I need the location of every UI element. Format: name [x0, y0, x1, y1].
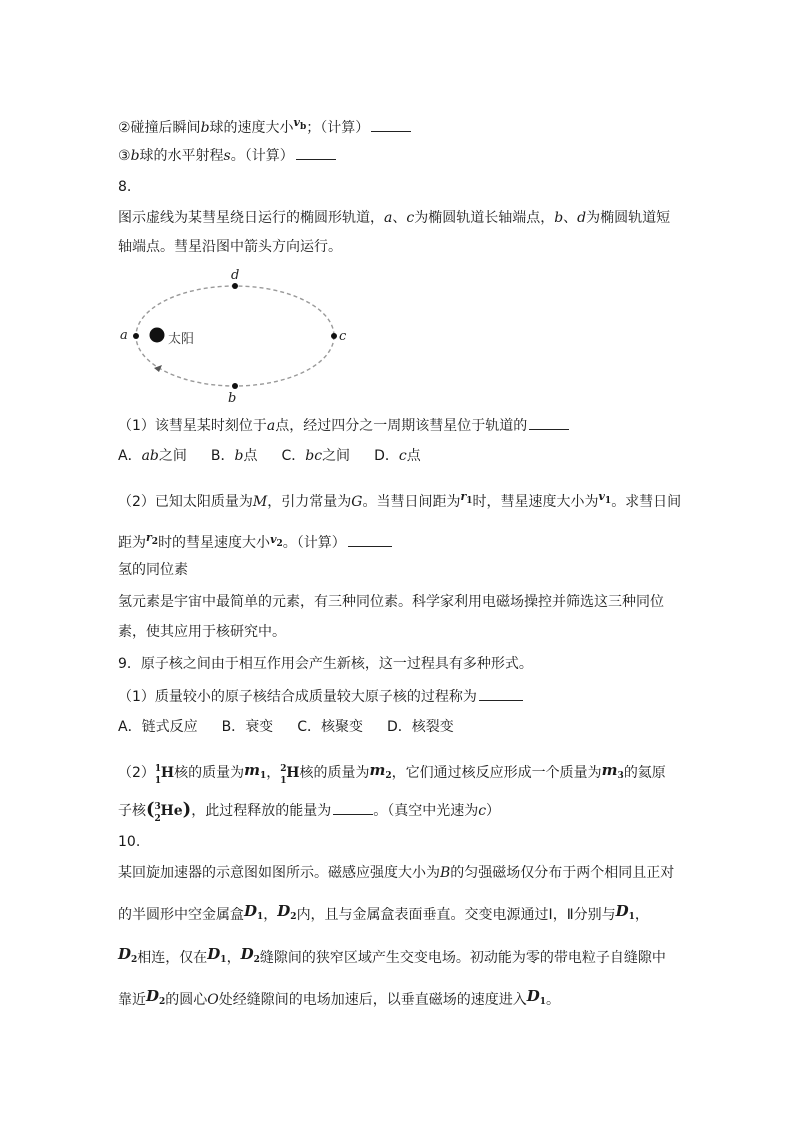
q10-line3: $D_2$相连，仅在$D_1$，$D_2$缝隙间的狭窄区域产生交变电场。初动能为零的带电粒子自缝隙中 [118, 945, 666, 966]
point-c [331, 333, 337, 339]
nuclide-he3: 3 2 He [154, 802, 183, 824]
orbit-ellipse [136, 286, 334, 386]
nuclide-h1: 1 1 H [154, 764, 175, 786]
option-b[interactable]: B．b点 [210, 448, 258, 464]
q7-part3: ③b球的水平射程s。（计算） [118, 145, 336, 166]
answer-blank[interactable] [529, 415, 569, 430]
answer-blank[interactable] [348, 532, 392, 547]
q8-stem-line1: 图示虚线为某彗星绕日运行的椭圆形轨道，a、c为椭圆轨道长轴端点，b、d为椭圆轨道短 [118, 210, 671, 226]
option-d[interactable]: D．核裂变 [386, 719, 454, 735]
q10-line4: 靠近$D_2$的圆心O处经缝隙间的电场加速后，以垂直磁场的速度进入$D_1$。 [118, 987, 561, 1008]
label-sun: 太阳 [168, 332, 195, 347]
option-b[interactable]: B．衰变 [221, 719, 274, 735]
label-d: d [231, 268, 240, 283]
point-a [133, 333, 139, 339]
answer-blank[interactable] [333, 800, 373, 815]
q9-sub1: （1）质量较小的原子核结合成质量较大原子核的过程称为 [118, 686, 523, 707]
q10-line1: 某回旋加速器的示意图如图所示。磁感应强度大小为B的匀强磁场仅分布于两个相同且正对 [118, 865, 675, 881]
q8-sub2-line1: （2）已知太阳质量为M，引力常量为G。当彗日间距为$^{r_1}$时，彗星速度大小为$^{v_1}$。求彗日间 [118, 490, 682, 510]
sun-icon [150, 328, 165, 343]
q8-sub1-options [118, 446, 445, 466]
q9-sub1-options [118, 717, 478, 737]
answer-blank[interactable] [479, 686, 523, 701]
q7-part2: ②碰撞后瞬间b球的速度大小$^{v_b}$；（计算） [118, 113, 411, 138]
label-c: c [339, 329, 347, 344]
label-a: a [120, 328, 128, 343]
q9-stem: 9．原子核之间由于相互作用会产生新核，这一过程具有多种形式。 [118, 656, 533, 672]
orbit-diagram [118, 268, 358, 408]
section-para-line1: 氢元素是宇宙中最简单的元素，有三种同位素。科学家利用电磁场操控并筛选这三种同位 [118, 594, 664, 610]
answer-blank[interactable] [296, 145, 336, 160]
q10-number: 10. [118, 834, 141, 850]
answer-blank[interactable] [371, 117, 411, 132]
q10-line2: 的半圆形中空金属盒$D_1$，$D_2$内，且与金属盒表面垂直。交变电源通过Ⅰ，Ⅱ分别与$D_1$， [118, 902, 649, 923]
option-a[interactable]: A．链式反应 [118, 719, 198, 735]
q9-sub2-line2: 子核( 3 2 He)，此过程释放的能量为 。（真空中光速为c） [118, 799, 501, 824]
section-para-line2: 素，使其应用于核研究中。 [118, 624, 286, 640]
section-title: 氢的同位素 [118, 562, 188, 578]
q9-sub2-line1: （2） 1 1 H核的质量为$m_1$， 2 1 H核的质量为$m_2$，它们通过核反应形成一个质量为$m_3$的氦原 [118, 761, 666, 786]
q8-stem-line2: 轴端点。彗星沿图中箭头方向运行。 [118, 239, 342, 255]
label-b: b [228, 391, 237, 406]
point-d [232, 283, 238, 289]
option-d[interactable]: D．c点 [374, 448, 421, 464]
nuclide-h2: 2 1 H [280, 764, 300, 786]
q8-sub2-line2: 距为$^{r_2}$时的彗星速度大小$^{v_2}$。（计算） [118, 528, 392, 554]
option-a[interactable]: A．ab之间 [118, 448, 187, 464]
point-b [232, 383, 238, 389]
q8-sub1: （1）该彗星某时刻位于a点，经过四分之一周期该彗星位于轨道的 [118, 415, 569, 436]
option-c[interactable]: C．bc之间 [281, 448, 351, 464]
option-c[interactable]: C．核聚变 [297, 719, 363, 735]
q8-number: 8. [118, 179, 132, 195]
